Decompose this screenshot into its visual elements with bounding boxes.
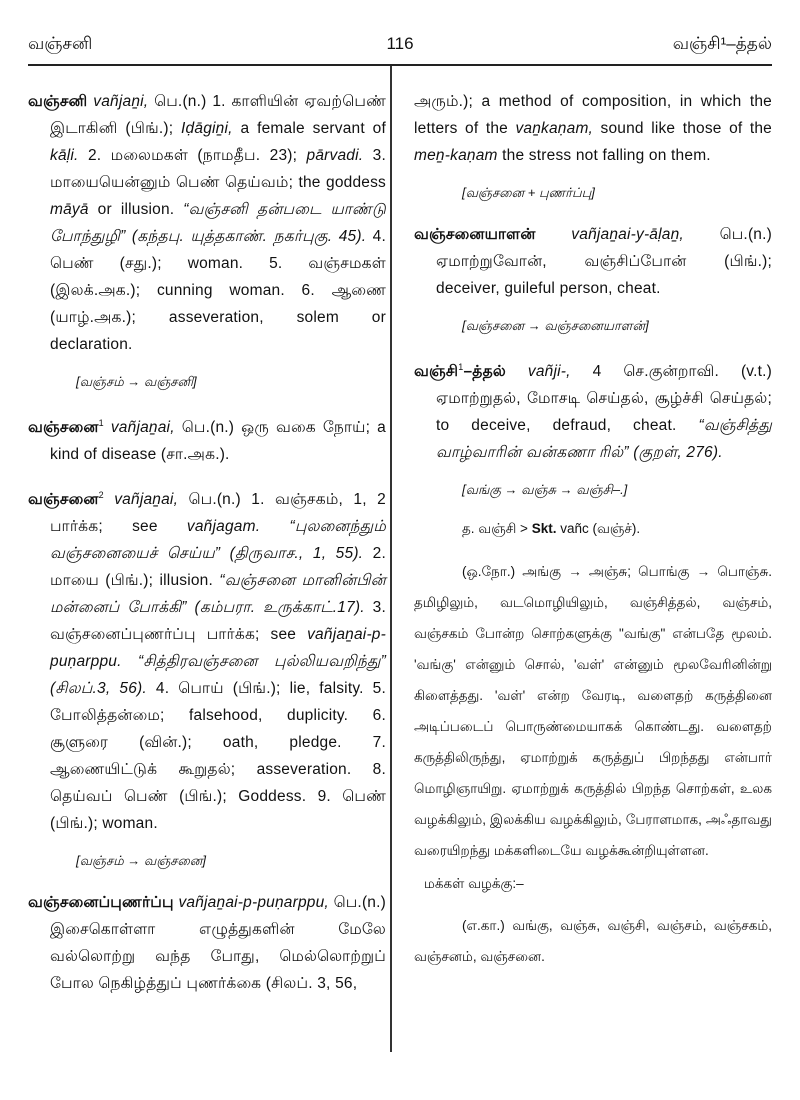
text-run: [வஞ்சனை → வஞ்சனையாளன்] (462, 318, 649, 333)
dictionary-entry (414, 354, 772, 466)
text-run: 3. வஞ்சனைப்புணர்ப்பு பார்க்க; see (50, 599, 386, 644)
text-run: the stress not falling on them. (497, 147, 711, 164)
text-run: [வங்கு → வஞ்சு → வஞ்சி–.] (462, 482, 628, 498)
text-run: 2. மலைமகள் (நாமதீப. 23); (78, 147, 307, 164)
headword: வஞ்சனை (28, 419, 99, 437)
text-run: or illusion. (88, 201, 184, 218)
italic-text: vañjaṉai-p-puṇarppu. (50, 626, 386, 671)
commentary-paragraph (414, 910, 772, 972)
text-run: 3. மாயையென்னும் பெண் தெய்வம்; the goddess (50, 147, 386, 191)
page-number: 116 (386, 34, 414, 53)
headword: வஞ்சி (414, 363, 459, 381)
entry-continuation (414, 88, 772, 169)
italic-text: vañjaṉi, (93, 93, 149, 110)
italic-text: māyā (50, 201, 89, 218)
text-run: vañc (வஞ்ச்). (556, 521, 641, 537)
italic-text: vañjaṉai, (114, 491, 179, 509)
headword: வஞ்சனை (28, 491, 99, 509)
text-run: 4. பொய் (பிங்.); lie, falsity. 5. போலித்தன்மை; falsehood, duplicity. 6. சூளுரை (வின்.); oath, pledge. 7. ஆணையிட்டுக் கூறுதல்; asseveration. 8. தெய்வப் பெண் (பிங்.); Goddess. 9. பெண் (பிங்.); woman. (50, 680, 386, 833)
headword: வஞ்சனையாளன் (414, 226, 572, 243)
text-run: (ஒ.நோ.) அங்கு → அஞ்சு; பொங்கு → பொஞ்சு. தமிழிலும், வடமொழியிலும், வஞ்சித்தல், வஞ்சம், வஞ்சகம் போன்ற சொற்களுக்கு "வங்கு" என்பதே மூலம். 'வங்கு' என்னும் சொல், 'வள்' என்னும் மூலவேரினின்று கிளைத்தது. 'வள்' என்ற வேரடி, வளைதற் கருத்தினை அடிப்படைப் பொருண்மையாகக் கொண்டது. வளைதற் கருத்திலிருந்து, ஏமாற்றுக் கருத்துப் பிறந்தது என்பார் மொழிஞாயிறு. ஏமாற்றுக் கருத்தில் பிறந்த சொற்கள், உலக வழக்கிலும், இலக்கிய வழக்கிலும், பேராளமாக, அஃதாவது வரையிறந்து மக்களிடையே வழக்கூன்றியுள்ளன. (414, 564, 772, 859)
text-run: த. வஞ்சி > (462, 521, 532, 537)
text-run (104, 491, 114, 508)
left-column (28, 88, 386, 1011)
dictionary-entry (28, 410, 386, 468)
right-column (414, 88, 772, 982)
italic-text: vañjaṉai, (110, 419, 175, 437)
italic-text: vañji-, (527, 363, 571, 381)
italic-text: vañjagam. (186, 518, 261, 536)
italic-text: vaṉkaṇam, (515, 120, 594, 137)
header-right-guideword: வஞ்சி¹–த்தல் (672, 34, 772, 53)
subheading (424, 876, 772, 894)
dictionary-entry (414, 221, 772, 302)
etymology-note (76, 851, 386, 871)
italic-text: vañjaṉai-y-āḷaṉ, (571, 226, 684, 243)
running-header (28, 30, 772, 66)
dictionary-entry (28, 889, 386, 997)
homonym-number: 1 (458, 362, 464, 372)
italic-text: “வஞ்சனி தன்படை யாண்டு போந்துழி” (கந்தபு. யுத்தகாண். நகர்புகு. 45). (50, 201, 386, 245)
etymology-note (462, 480, 772, 500)
headword: வஞ்சனைப்புணர்ப்பு (28, 894, 179, 912)
text-run: [வஞ்சம் → வஞ்சனி] (76, 374, 197, 389)
cognate-note (462, 518, 772, 540)
commentary-paragraph (414, 556, 772, 866)
text-run (260, 518, 289, 535)
etymology-note (462, 316, 772, 336)
text-run: மக்கள் வழக்கு:– (424, 876, 524, 892)
italic-text: “வஞ்சித்து வாழ்வாரின் வன்கணா ரில்” (குறள், 276). (436, 417, 772, 462)
text-run: 4 செ.குன்றாவி. (v.t.) ஏமாற்றுதல், மோசடி செய்தல், சூழ்ச்சி செய்தல்; to deceive, defraud, cheat. (436, 363, 772, 435)
text-run: sound like those of the (593, 120, 772, 137)
text-run: பெ.(n.) 1. காளியின் ஏவற்பெண் இடாகினி (பிங்.); (50, 93, 386, 137)
text-run: பெ.(n.) இசைகொள்ளா எழுத்துகளின் மேலே வல்லொற்று வந்த போது, மெல்லொற்றுப் போல நெகிழ்த்துப் புணர்க்கை (சிலப். 3, 56, (50, 894, 386, 993)
homonym-number: 2 (98, 490, 104, 501)
italic-text: “புலனைந்தும் வஞ்சனையைச் செய்ய” (திருவாச., 1, 55). (50, 518, 386, 563)
header-left-guideword: வஞ்சனி (28, 34, 93, 53)
dictionary-entry (28, 482, 386, 837)
text-run: பெ.(n.) ஒரு வகை நோய்; a kind of disease (சா.அக.). (50, 419, 386, 464)
text-run: 4. பெண் (சது.); woman. 5. வஞ்சமகள் (இலக்.அக.); cunning woman. 6. ஆணை (யாழ்.அக.); asseveration, solem or declaration. (50, 228, 386, 353)
text-run: [வஞ்சனை + புணர்ப்பு] (462, 185, 595, 200)
etymology-note (76, 372, 386, 392)
headword: வஞ்சனி (28, 93, 94, 110)
italic-text: “சித்திரவஞ்சனை புல்லியவறிந்து” (சிலப்.3, 56). (50, 653, 386, 698)
text-run: பெ.(n.) ஏமாற்றுவோன், வஞ்சிப்போன் (பிங்.); deceiver, guileful person, cheat. (436, 226, 772, 297)
italic-text: pārvadi. (306, 147, 364, 164)
italic-text: “வஞ்சனை மானின்பின் மன்னைப் போக்கி” (கம்பரா. உருக்காட்.17). (50, 572, 386, 617)
text-run: [வஞ்சம் → வஞ்சனை] (76, 853, 207, 869)
text-run (122, 653, 138, 670)
column-divider (390, 66, 392, 1052)
dictionary-entry (28, 88, 386, 358)
text-run: பெ.(n.) 1. வஞ்சகம், 1, 2 பார்க்க; see (50, 491, 386, 536)
headword: –த்தல் (463, 363, 528, 381)
italic-text: kāḷi. (50, 147, 79, 164)
text-run (104, 419, 111, 436)
italic-text: meṉ-kaṇam (414, 147, 498, 164)
text-run: 2. மாயை (பிங்.); illusion. (50, 545, 386, 590)
homonym-number: 1 (98, 418, 104, 428)
etymology-note (462, 183, 772, 203)
text-run: Skt. (531, 521, 557, 537)
text-run: a female servant of (232, 120, 387, 137)
italic-text: vañjaṉai-p-puṇarppu, (178, 894, 329, 912)
text-run: (எ.கா.) வங்கு, வஞ்சு, வஞ்சி, வஞ்சம், வஞ்சகம், வஞ்சனம், வஞ்சனை. (414, 918, 772, 965)
italic-text: Iḍāgiṉi, (181, 120, 233, 137)
text-run: அரும்.); a method of composition, in which the letters of the (414, 93, 772, 137)
